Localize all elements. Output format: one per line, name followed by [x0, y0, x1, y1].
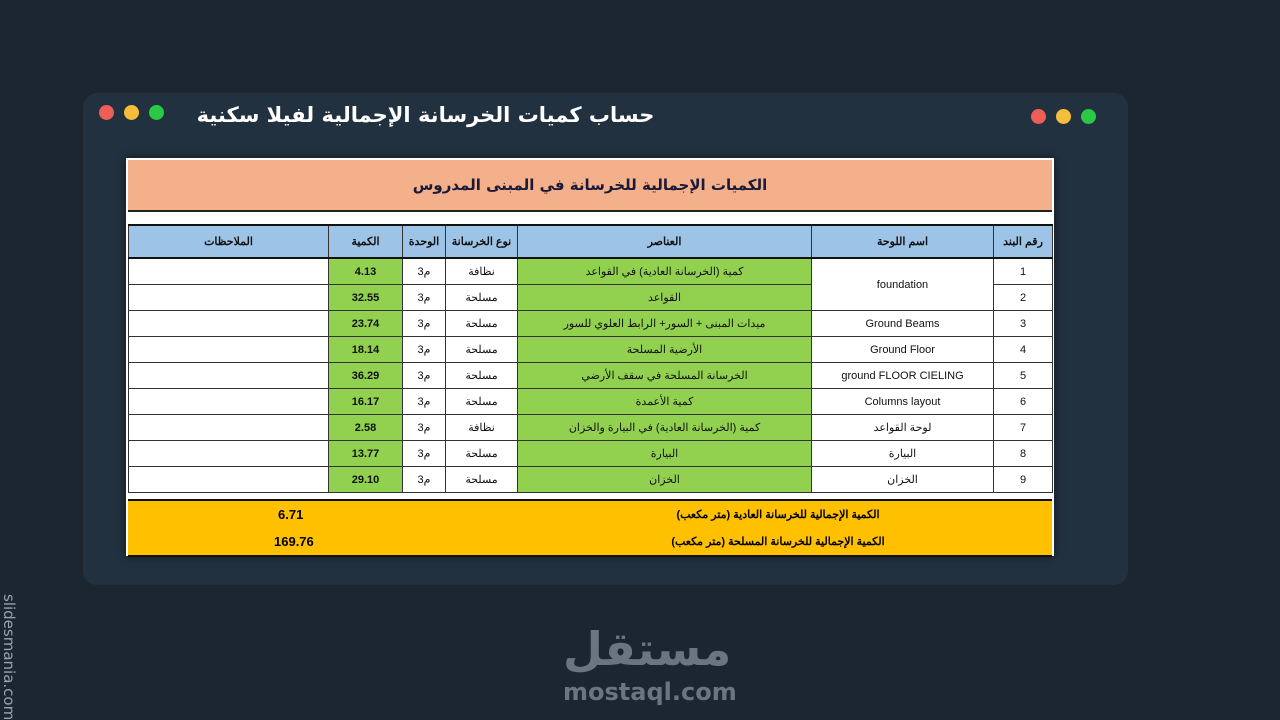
header-board: اسم اللوحة	[812, 225, 994, 258]
element-cell[interactable]: البيارة	[518, 441, 812, 467]
element-cell[interactable]: الأرضية المسلحة	[518, 337, 812, 363]
number-cell[interactable]: 7	[994, 415, 1053, 441]
table-row	[129, 363, 1053, 389]
table-row	[129, 441, 1053, 467]
number-cell[interactable]: 8	[994, 441, 1053, 467]
quantity-cell[interactable]: 32.55	[329, 285, 403, 311]
total-plain-label: الكمية الإجمالية للخرسانة العادية (متر مكعب)	[676, 509, 880, 521]
type-cell[interactable]: مسلحة	[446, 337, 518, 363]
window-controls-right	[1031, 109, 1096, 124]
header-row	[129, 225, 1053, 258]
quantity-cell[interactable]: 18.14	[329, 337, 403, 363]
brand-logo-arabic: مستقل	[563, 622, 732, 676]
unit-cell[interactable]: م3	[403, 441, 446, 467]
element-cell[interactable]: كمية (الخرسانة العادية) في القواعد	[518, 258, 812, 285]
table-row	[129, 258, 1053, 285]
close-dot-icon[interactable]	[1031, 109, 1046, 124]
header-quantity: الكمية	[329, 225, 403, 258]
number-cell[interactable]: 5	[994, 363, 1053, 389]
quantity-cell[interactable]: 23.74	[329, 311, 403, 337]
side-watermark: slidesmania.com	[0, 594, 18, 720]
board-cell[interactable]: ground FLOOR CIELING	[812, 363, 994, 389]
unit-cell[interactable]: م3	[403, 311, 446, 337]
notes-cell[interactable]	[129, 337, 329, 363]
table-row	[129, 415, 1053, 441]
unit-cell[interactable]: م3	[403, 467, 446, 493]
quantity-cell[interactable]: 29.10	[329, 467, 403, 493]
board-cell[interactable]: لوحة القواعد	[812, 415, 994, 441]
board-cell[interactable]: Ground Floor	[812, 337, 994, 363]
type-cell[interactable]: مسلحة	[446, 311, 518, 337]
window-title: حساب كميات الخرسانة الإجمالية لفيلا سكنية	[196, 103, 655, 127]
table-row	[129, 467, 1053, 493]
total-plain-row	[128, 501, 1052, 528]
element-cell[interactable]: ميدات المبنى + السور+ الرابط العلوي للسور	[518, 311, 812, 337]
quantity-cell[interactable]: 2.58	[329, 415, 403, 441]
notes-cell[interactable]	[129, 311, 329, 337]
element-cell[interactable]: الخزان	[518, 467, 812, 493]
type-cell[interactable]: مسلحة	[446, 467, 518, 493]
element-cell[interactable]: كمية (الخرسانة العادية) في البيارة والخزان	[518, 415, 812, 441]
header-elements: العناصر	[518, 225, 812, 258]
unit-cell[interactable]: م3	[403, 415, 446, 441]
unit-cell[interactable]: م3	[403, 337, 446, 363]
maximize-dot-icon[interactable]	[1081, 109, 1096, 124]
header-unit: الوحدة	[403, 225, 446, 258]
number-cell[interactable]: 2	[994, 285, 1053, 311]
header-notes: الملاحظات	[129, 225, 329, 258]
notes-cell[interactable]	[129, 389, 329, 415]
notes-cell[interactable]	[129, 363, 329, 389]
total-reinforced-value: 169.76	[274, 534, 314, 549]
board-cell[interactable]: Columns layout	[812, 389, 994, 415]
total-plain-value: 6.71	[278, 507, 304, 522]
header-type: نوع الخرسانة	[446, 225, 518, 258]
unit-cell[interactable]: م3	[403, 363, 446, 389]
type-cell[interactable]: مسلحة	[446, 363, 518, 389]
element-cell[interactable]: الخرسانة المسلحة في سقف الأرضي	[518, 363, 812, 389]
unit-cell[interactable]: م3	[403, 389, 446, 415]
notes-cell[interactable]	[129, 285, 329, 311]
totals-section	[128, 499, 1052, 557]
board-cell[interactable]: foundation	[812, 258, 994, 311]
table-row	[129, 337, 1053, 363]
number-cell[interactable]: 9	[994, 467, 1053, 493]
type-cell[interactable]: مسلحة	[446, 285, 518, 311]
notes-cell[interactable]	[129, 467, 329, 493]
table-row	[129, 311, 1053, 337]
element-cell[interactable]: القواعد	[518, 285, 812, 311]
board-cell[interactable]: الخزان	[812, 467, 994, 493]
total-reinforced-row	[128, 528, 1052, 555]
number-cell[interactable]: 1	[994, 258, 1053, 285]
minimize-dot-icon[interactable]	[1056, 109, 1071, 124]
type-cell[interactable]: نظافة	[446, 258, 518, 285]
table-row	[129, 389, 1053, 415]
notes-cell[interactable]	[129, 441, 329, 467]
sheet-title: الكميات الإجمالية للخرسانة في المبنى المدروس	[128, 160, 1052, 212]
brand-url: mostaql.com	[563, 678, 737, 706]
unit-cell[interactable]: م3	[403, 285, 446, 311]
board-cell[interactable]: Ground Beams	[812, 311, 994, 337]
unit-cell[interactable]: م3	[403, 258, 446, 285]
number-cell[interactable]: 6	[994, 389, 1053, 415]
notes-cell[interactable]	[129, 415, 329, 441]
number-cell[interactable]: 3	[994, 311, 1053, 337]
quantity-cell[interactable]: 13.77	[329, 441, 403, 467]
quantity-cell[interactable]: 36.29	[329, 363, 403, 389]
type-cell[interactable]: مسلحة	[446, 441, 518, 467]
quantity-cell[interactable]: 4.13	[329, 258, 403, 285]
spreadsheet	[126, 158, 1054, 556]
notes-cell[interactable]	[129, 258, 329, 285]
number-cell[interactable]: 4	[994, 337, 1053, 363]
board-cell[interactable]: البيارة	[812, 441, 994, 467]
quantity-cell[interactable]: 16.17	[329, 389, 403, 415]
header-number: رقم البند	[994, 225, 1053, 258]
total-reinforced-label: الكمية الإجمالية للخرسانة المسلحة (متر مكعب)	[671, 536, 885, 548]
type-cell[interactable]: مسلحة	[446, 389, 518, 415]
quantities-table	[128, 224, 1053, 493]
type-cell[interactable]: نظافة	[446, 415, 518, 441]
element-cell[interactable]: كمية الأعمدة	[518, 389, 812, 415]
